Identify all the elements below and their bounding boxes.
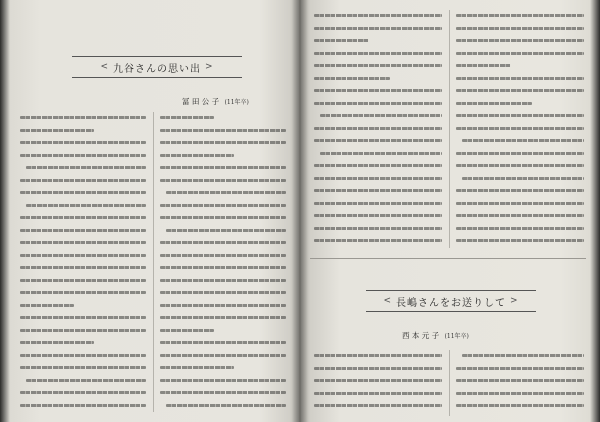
text-line	[314, 239, 442, 242]
text-line	[314, 14, 442, 17]
text-line	[20, 254, 146, 257]
text-line	[456, 164, 584, 167]
text-line	[20, 354, 146, 357]
text-line	[160, 254, 286, 257]
text-line	[314, 102, 442, 105]
text-line	[160, 354, 286, 357]
text-line	[160, 329, 214, 332]
text-line	[314, 227, 442, 230]
text-column	[456, 350, 584, 416]
text-line	[20, 391, 146, 394]
text-line	[314, 214, 442, 217]
column-divider	[449, 10, 450, 248]
article-title: 九谷さんの思い出	[113, 63, 201, 75]
section-divider	[310, 258, 586, 259]
text-line	[314, 64, 442, 67]
text-line	[160, 366, 234, 369]
text-line	[20, 191, 146, 194]
text-line	[456, 127, 584, 130]
text-line	[20, 329, 146, 332]
article-title-box	[366, 290, 536, 312]
text-line	[314, 367, 442, 370]
left-page	[12, 0, 294, 422]
text-line	[456, 379, 584, 382]
author-name: 西 本 元 子	[402, 331, 440, 340]
text-line	[160, 279, 286, 282]
text-line	[160, 341, 286, 344]
author-grade: (11年卒)	[224, 99, 249, 106]
text-line	[462, 177, 584, 180]
text-line	[20, 316, 146, 319]
text-line	[20, 291, 146, 294]
text-line	[320, 152, 442, 155]
text-line	[166, 404, 286, 407]
text-column	[20, 112, 146, 412]
text-line	[160, 166, 286, 169]
text-line	[20, 366, 146, 369]
text-line	[456, 114, 584, 117]
text-column	[160, 112, 286, 412]
text-line	[456, 52, 584, 55]
text-line	[456, 102, 532, 105]
text-line	[314, 392, 442, 395]
text-line	[20, 154, 146, 157]
text-line	[20, 404, 146, 407]
text-line	[456, 214, 584, 217]
text-line	[456, 189, 584, 192]
text-line	[456, 64, 511, 67]
text-line	[456, 14, 584, 17]
author-name: 冨 田 公 子	[182, 97, 220, 106]
text-line	[456, 27, 584, 30]
title-open-mark: <	[383, 296, 392, 306]
text-line	[314, 164, 442, 167]
right-page	[306, 0, 588, 422]
text-line	[160, 179, 286, 182]
text-line	[314, 354, 442, 357]
text-line	[456, 227, 584, 230]
text-line	[160, 291, 286, 294]
text-line	[20, 304, 74, 307]
text-line	[20, 129, 94, 132]
text-line	[314, 27, 442, 30]
text-line	[20, 266, 146, 269]
text-line	[160, 204, 286, 207]
article-title-box	[72, 56, 242, 78]
text-line	[314, 404, 442, 407]
text-line	[20, 341, 94, 344]
text-line	[160, 304, 286, 307]
text-line	[462, 139, 584, 142]
text-line	[456, 239, 584, 242]
text-line	[456, 152, 584, 155]
text-line	[314, 202, 442, 205]
text-line	[160, 116, 214, 119]
book-gutter	[290, 0, 310, 422]
text-line	[20, 229, 146, 232]
text-line	[314, 379, 442, 382]
title-close-mark: >	[205, 62, 214, 72]
text-line	[314, 39, 369, 42]
text-line	[160, 241, 286, 244]
text-line	[166, 191, 286, 194]
text-line	[160, 391, 286, 394]
text-line	[314, 127, 442, 130]
text-line	[160, 154, 234, 157]
title-open-mark: <	[100, 62, 109, 72]
text-line	[20, 216, 146, 219]
author-grade: (11年卒)	[444, 333, 469, 340]
text-line	[320, 114, 442, 117]
text-line	[456, 404, 584, 407]
text-line	[456, 89, 584, 92]
text-line	[160, 379, 286, 382]
text-line	[456, 392, 584, 395]
column-divider	[449, 350, 450, 416]
column-divider	[153, 112, 154, 412]
text-column	[314, 10, 442, 248]
text-line	[314, 177, 442, 180]
article-title: 長嶋さんをお送りして	[396, 297, 506, 309]
text-line	[160, 129, 286, 132]
text-line	[456, 39, 584, 42]
text-column	[314, 350, 442, 416]
text-line	[160, 266, 286, 269]
text-line	[456, 77, 584, 80]
text-line	[314, 77, 390, 80]
text-line	[26, 166, 146, 169]
text-line	[160, 141, 286, 144]
text-line	[26, 379, 146, 382]
text-line	[20, 279, 146, 282]
text-line	[314, 52, 442, 55]
title-close-mark: >	[510, 296, 519, 306]
text-line	[456, 367, 584, 370]
text-line	[20, 179, 146, 182]
text-line	[462, 354, 584, 357]
article-byline	[182, 96, 249, 107]
text-line	[20, 116, 146, 119]
text-line	[314, 139, 442, 142]
text-line	[160, 216, 286, 219]
text-line	[20, 241, 146, 244]
text-line	[160, 316, 286, 319]
text-line	[314, 89, 442, 92]
text-line	[314, 189, 442, 192]
text-line	[26, 204, 146, 207]
text-line	[20, 141, 146, 144]
text-line	[166, 229, 286, 232]
text-column	[456, 10, 584, 248]
text-line	[456, 202, 584, 205]
article-byline	[402, 330, 469, 341]
